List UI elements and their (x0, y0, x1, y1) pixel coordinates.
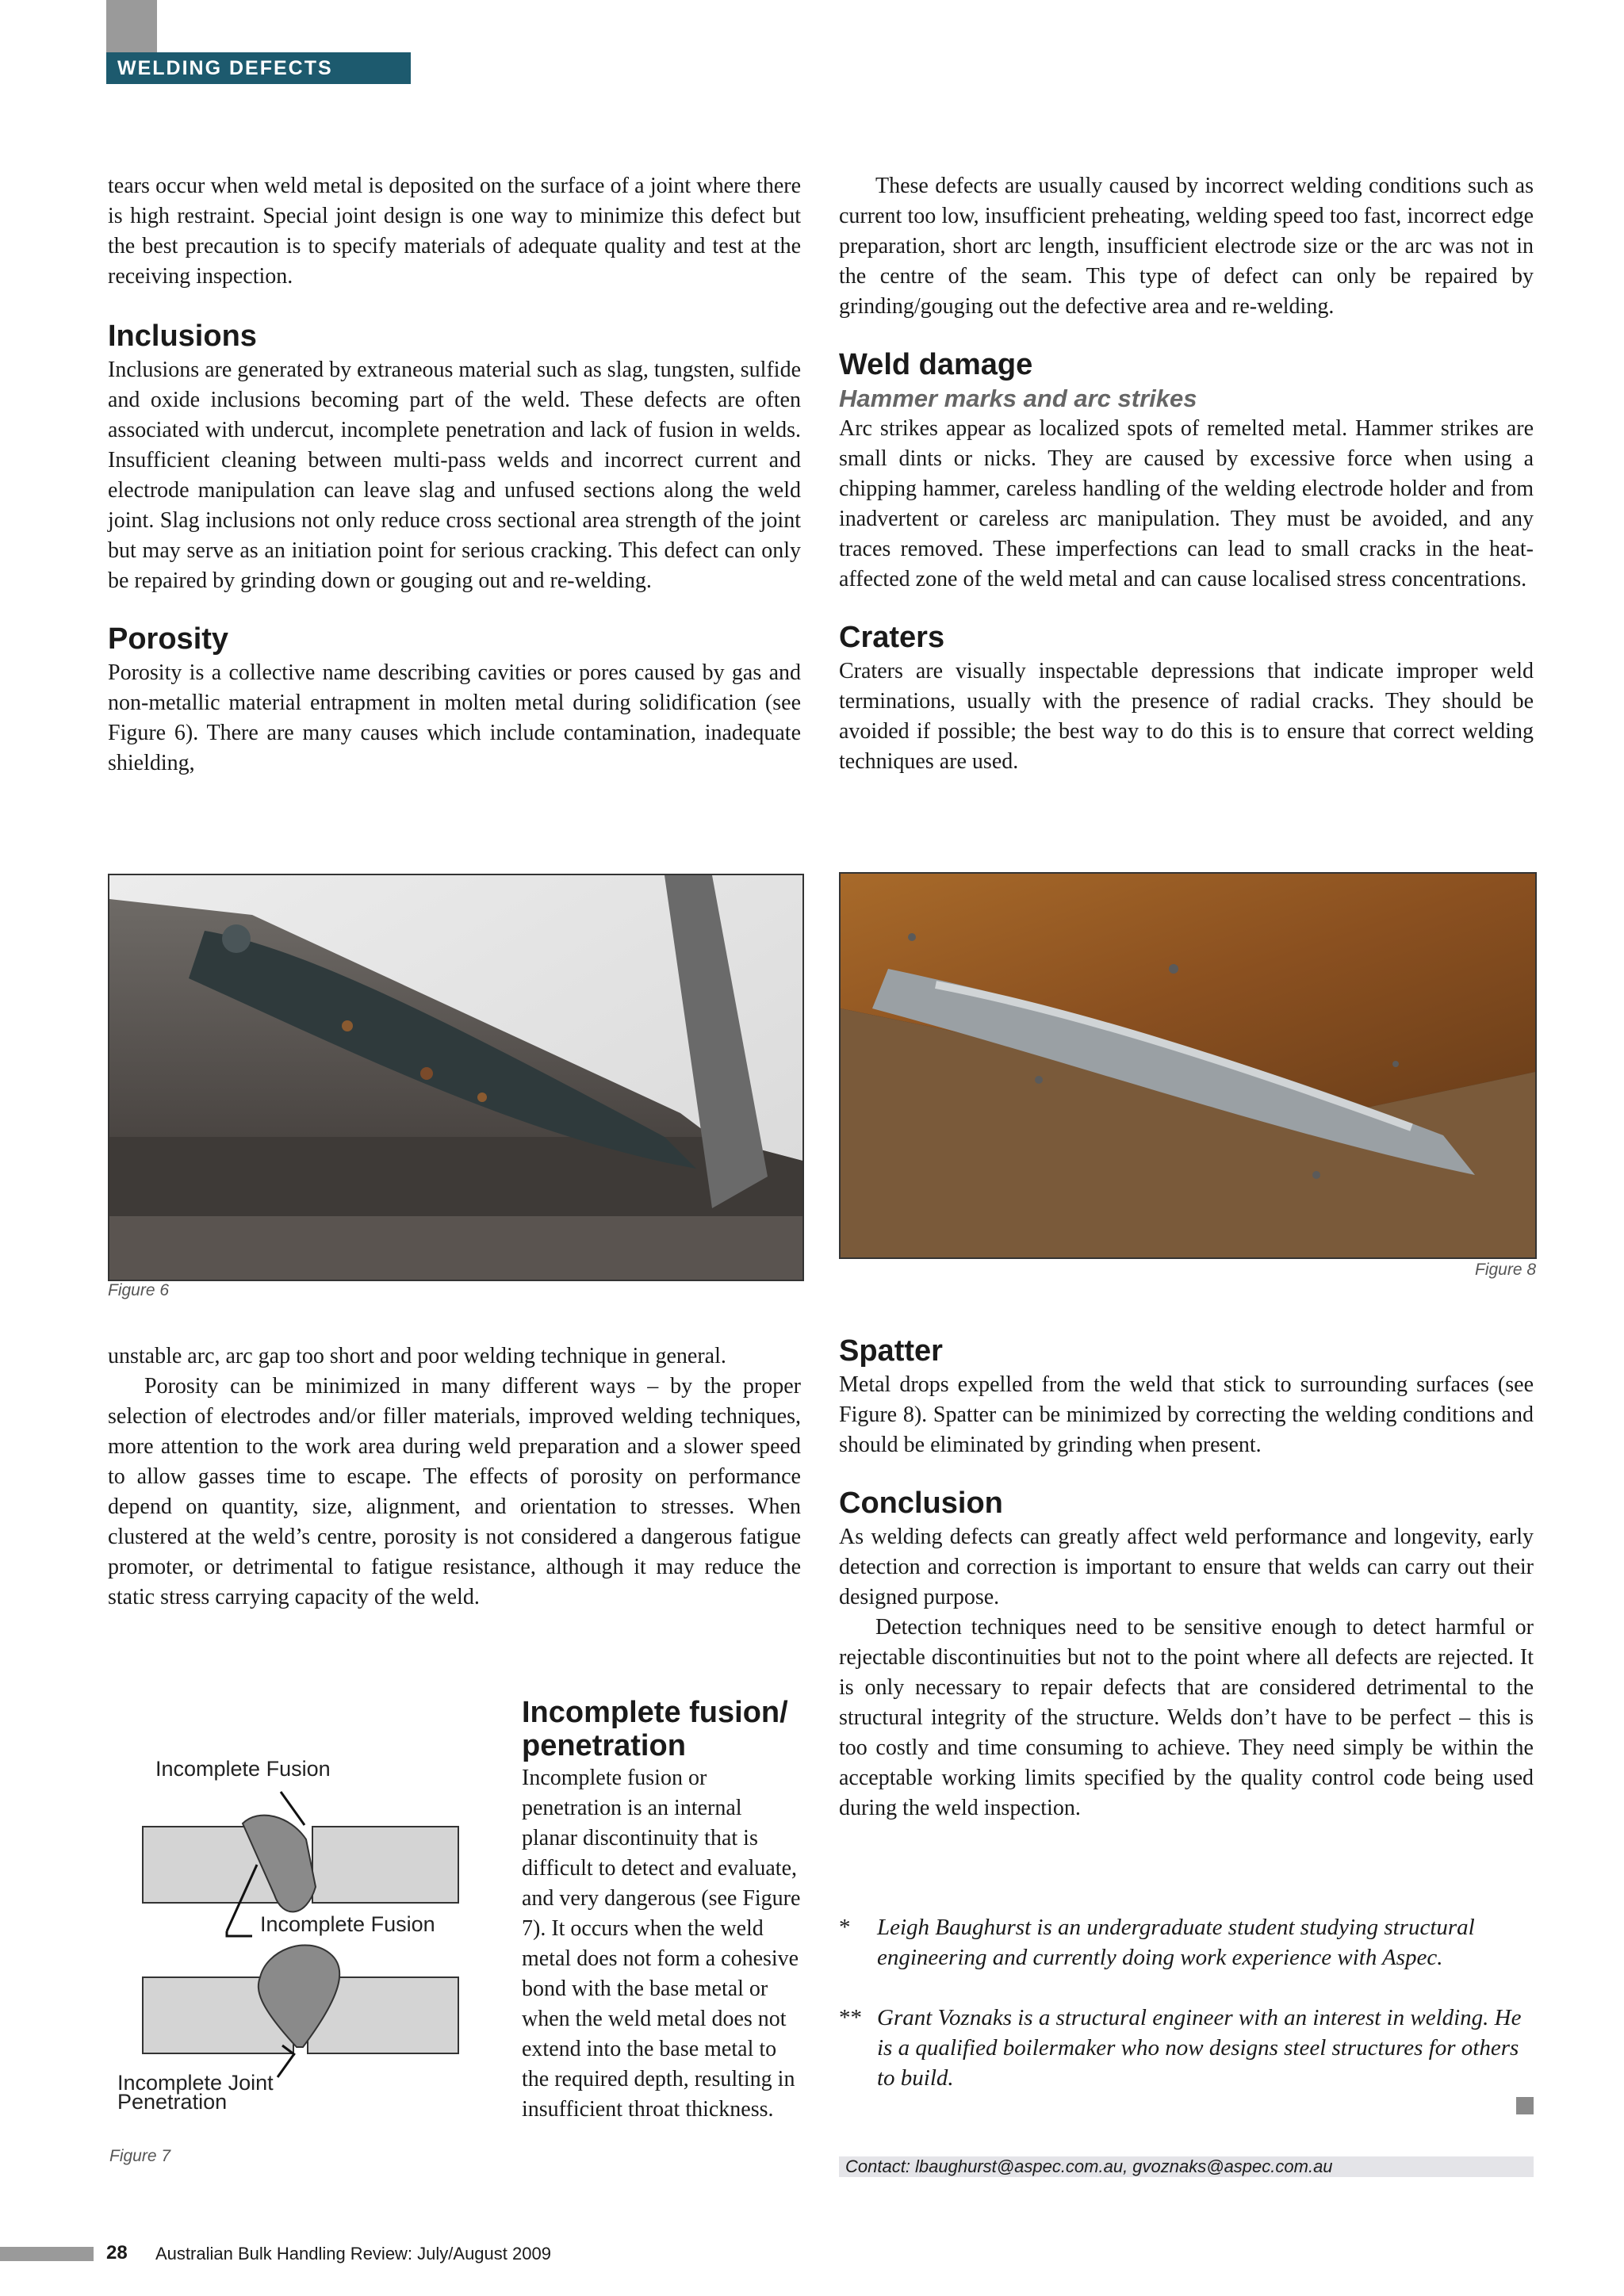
conclusion-heading: Conclusion (839, 1487, 1003, 1520)
inclusions-text: Inclusions are generated by extraneous material such as slag, tungsten, sulfide and oxide inclusions becoming part of the weld. These defects are often associated with undercut, incomplete penetration and lack of fusion in welds. Insufficient cleaning between multi-pass welds and incorrect current and electrode manipulation can leave slag and unfused sections along the weld joint. Slag inclusions not only reduce cross sectional area strength of the joint but may serve as an initiation point for serious cracking. This defect can only be repaired by grinding down or gouging out and re-welding. (108, 358, 801, 593)
weld-photo-spatter (841, 874, 1535, 1257)
note-marker: ** (839, 2005, 862, 2030)
figure-8-photo (839, 872, 1537, 1259)
diagram-label-bottom-1: Incomplete Joint (117, 2071, 274, 2095)
author-note-1 (839, 1912, 1534, 1973)
craters-heading: Craters (839, 621, 945, 654)
figure-6-photo (108, 874, 804, 1281)
paragraph: tears occur when weld metal is deposited on the surface of a joint where there is high restraint. Special joint design is one way to minimize this defect but the best precaution is to specify materials of adequate quality and test at the receiving inspection. (108, 174, 801, 289)
author-notes (839, 1912, 1534, 2093)
spatter-heading: Spatter (839, 1334, 943, 1368)
incomplete-fusion-text: Incomplete fusion or penetration is an internal planar discontinuity that is difficult to detect and evaluate, and very dangerous (see Figure 7). It occurs when the weld metal does not form a cohesive bond with the base metal or when the weld metal does not extend into the base metal to the required depth, resulting in insufficient throat thickness. (522, 1766, 801, 2122)
contact-bar: Contact: lbaughurst@aspec.com.au, gvoznaks@aspec.com.au (839, 2156, 1534, 2177)
spatter-text: Metal drops expelled from the weld that stick to surrounding surfaces (see Figure 8). Spatter can be minimized by correcting the welding conditions and should be eliminated by grinding when present. (839, 1372, 1534, 1457)
left-column-bottom (108, 1341, 801, 1613)
craters-text: Craters are visually inspectable depressions that indicate improper weld terminations, usually with the presence of radial cracks. They should be avoided if possible; the best way to do this is to ensure that correct welding techniques are used. (839, 659, 1534, 774)
diagram-label-bottom-2: Penetration (117, 2090, 228, 2114)
diagram-label-mid: Incomplete Fusion (260, 1912, 435, 1936)
section-label: WELDING DEFECTS (117, 57, 333, 79)
weld-damage-text: Arc strikes appear as localized spots of remelted metal. Hammer strikes are small dints or nicks. They are caused by excessive force when using a chipping hammer, careless handling of the welding electrode holder and from inadvertent or careless arc manipulation. They must be avoided, and any traces removed. These imperfections can lead to small cracks in the heat-affected zone of the weld metal and can cause localised stress concentrations. (839, 416, 1534, 591)
publication-info: Australian Bulk Handling Review: July/August 2009 (155, 2244, 551, 2263)
conclusion-text: As welding defects can greatly affect weld performance and longevity, early detection and correction is important to ensure that welds can carry out their designed purpose. (839, 1525, 1534, 1609)
header-tab (106, 0, 157, 52)
porosity-heading: Porosity (108, 622, 229, 656)
figure-6-caption: Figure 6 (108, 1281, 170, 1299)
left-column-top (108, 171, 801, 779)
conclusion-text: Detection techniques need to be sensitive enough to detect harmful or rejectable discontinuities but not to the point where all defects are rejected. It is only necessary to repair defects that are considered detrimental to the structural integrity of the structure. Welds don’t have to be perfect – this is too costly and time consuming to achieve. They need simply be within the acceptable working limits specified by the quality control code being used during the weld inspection. (839, 1615, 1534, 1820)
incomplete-fusion-heading-1: Incomplete fusion/ (522, 1696, 788, 1729)
figure-7-caption: Figure 7 (109, 2147, 171, 2165)
inclusions-heading: Inclusions (108, 320, 257, 353)
note-text: Leigh Baughurst is an undergraduate student studying structural engineering and currently doing work experience with Aspec. (877, 1915, 1475, 1970)
note-marker: * (839, 1915, 851, 1940)
diagram-label-top: Incomplete Fusion (155, 1757, 331, 1781)
paragraph: These defects are usually caused by incorrect welding conditions such as current too low, insufficient preheating, welding speed too fast, incorrect edge preparation, short arc length, insufficient electrode size or the arc was not in the centre of the seam. This type of defect can only be repaired by grinding/gouging out the defective area and re-welding. (839, 174, 1534, 319)
incomplete-fusion-column (522, 1697, 801, 2125)
incomplete-fusion-heading-2: penetration (522, 1729, 686, 1762)
right-column-top (839, 171, 1534, 777)
page-number: 28 (106, 2242, 128, 2263)
figure-7-diagram (108, 1744, 512, 2125)
right-column-bottom (839, 1334, 1534, 1823)
paragraph: unstable arc, arc gap too short and poor welding technique in general. (108, 1344, 726, 1368)
porosity-text: Porosity is a collective name describing cavities or pores caused by gas and non-metallic material entrapment in molten metal during solidification (see Figure 6). There are many causes which include contamination, inadequate shielding, (108, 660, 801, 775)
note-text: Grant Voznaks is a structural engineer with an interest in welding. He is a qualified boilermaker who now designs steel structures for others to build. (877, 2005, 1522, 2091)
weld-photo-porosity (109, 875, 802, 1280)
author-note-2 (839, 2003, 1534, 2093)
figure-8-caption: Figure 8 (1475, 1261, 1537, 1279)
end-mark (1516, 2097, 1534, 2114)
hammer-marks-subheading: Hammer marks and arc strikes (839, 385, 1197, 412)
section-header (106, 52, 411, 84)
footer-bar (0, 2247, 94, 2261)
paragraph: Porosity can be minimized in many different ways – by the proper selection of electrodes and/or filler materials, improved welding techniques, more attention to the work area during weld preparation and a slower speed to allow gasses time to escape. The effects of porosity on performance depend on quantity, size, alignment, and orientation to stresses. When clustered at the weld’s centre, porosity is not considered a dangerous fatigue promoter, or detrimental to fatigue resistance, although it may reduce the static stress carrying capacity of the weld. (108, 1374, 801, 1609)
weld-damage-heading: Weld damage (839, 348, 1033, 381)
